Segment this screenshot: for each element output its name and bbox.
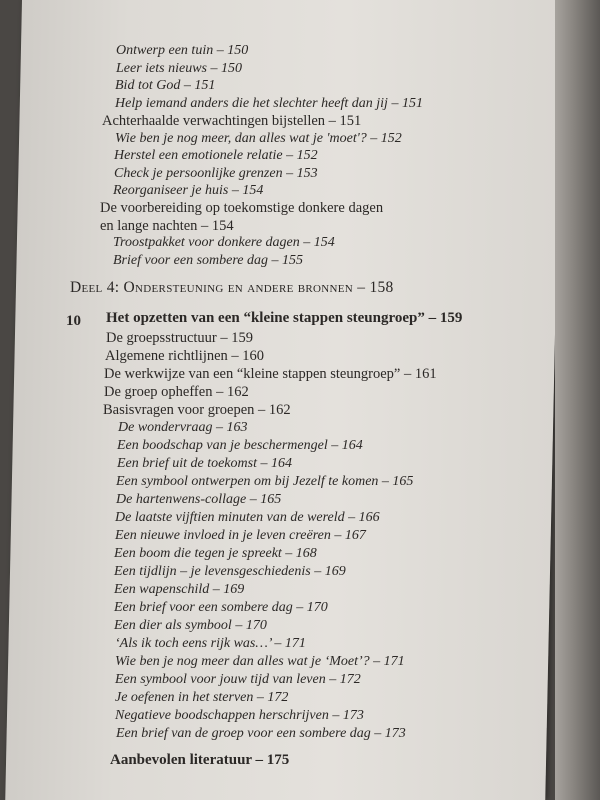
toc-entry: De voorbereiding op toekomstige donkere dagen [100,200,384,216]
chapter-title: Het opzetten van een “kleine stappen steungroep” – 159 [106,310,463,326]
toc-entry: Een brief uit de toekomst – 164 [117,456,292,471]
final-heading: Aanbevolen literatuur – 175 [110,752,290,768]
toc-entry: Een brief van de groep voor een sombere dag – 173 [116,726,406,741]
toc-entry: Negatieve boodschappen herschrijven – 173 [115,708,364,723]
toc-entry: Ontwerp een tuin – 150 [116,43,249,58]
part-heading: Deel 4: Ondersteuning en andere bronnen – 158 [70,279,394,296]
toc-entry: Een symbool ontwerpen om bij Jezelf te komen – 165 [116,474,414,489]
toc-entry: Wie ben je nog meer dan alles wat je ‘Moet’? – 171 [115,654,405,669]
toc-entry: Een boom die tegen je spreekt – 168 [114,546,317,561]
toc-entry: De laatste vijftien minuten van de wereld – 166 [115,510,380,525]
toc-entry: ‘Als ik toch eens rijk was…’ – 171 [115,636,306,651]
toc-entry: Je oefenen in het sterven – 172 [115,690,289,705]
toc-entry: Wie ben je nog meer, dan alles wat je 'moet'? – 152 [115,131,402,146]
toc-entry: De wondervraag – 163 [118,420,248,435]
toc-entry: De groep opheffen – 162 [104,384,249,400]
toc-entry: Reorganiseer je huis – 154 [113,183,264,198]
chapter-number: 10 [66,313,81,329]
toc-entry: Een wapenschild – 169 [114,582,245,597]
toc-entry: Brief voor een sombere dag – 155 [113,253,303,268]
toc-entry: Een nieuwe invloed in je leven creëren – 167 [115,528,366,543]
toc-entry: Een boodschap van je beschermengel – 164 [117,438,363,453]
toc-entry: Troostpakket voor donkere dagen – 154 [113,235,335,250]
toc-entry: Een brief voor een sombere dag – 170 [114,600,328,615]
toc-entry: De hartenwens-collage – 165 [116,492,282,507]
toc-entry: Bid tot God – 151 [115,78,216,93]
toc-entry: Een tijdlijn – je levensgeschiedenis – 169 [114,564,346,579]
toc-entry: De groepsstructuur – 159 [106,330,253,346]
toc-entry: Achterhaalde verwachtingen bijstellen – 151 [102,113,362,129]
toc-entry: Een symbool voor jouw tijd van leven – 172 [115,672,361,687]
toc-entry: Check je persoonlijke grenzen – 153 [114,166,318,181]
toc-entry: en lange nachten – 154 [100,218,234,234]
toc-entry: Basisvragen voor groepen – 162 [103,402,291,418]
toc-entry: Help iemand anders die het slechter heeft dan jij – 151 [115,96,423,111]
toc-entry: Herstel een emotionele relatie – 152 [114,148,318,163]
toc-entry: Algemene richtlijnen – 160 [105,348,265,364]
toc-entry: De werkwijze van een “kleine stappen steungroep” – 161 [104,366,437,382]
toc-entry: Een dier als symbool – 170 [114,618,267,633]
toc-entry: Leer iets nieuws – 150 [116,61,242,76]
page-edge [555,0,600,800]
